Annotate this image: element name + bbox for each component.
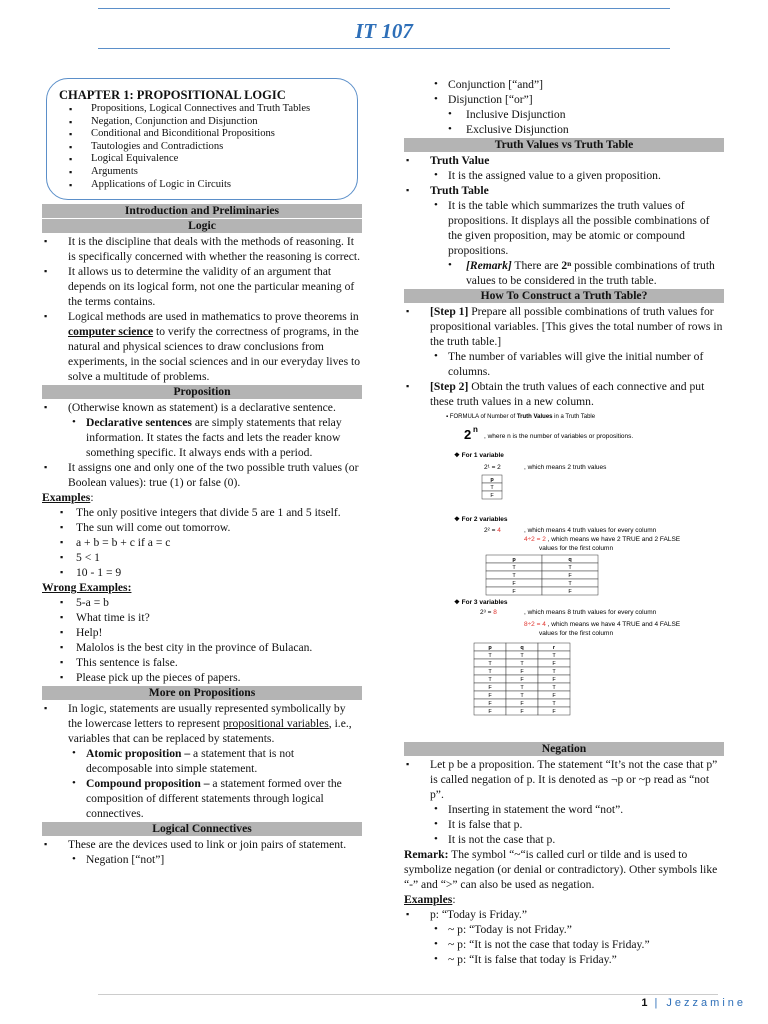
negation-examples-list	[404, 907, 724, 967]
chapter-box	[46, 78, 358, 200]
truth-table-value: T	[520, 685, 524, 691]
negation-remark-text: The symbol “~“is called curl or tilde and is used to symbolize negation (or denial or contradictory). Other symbols like “-” and “>” can also be used as negation.	[404, 848, 718, 891]
header-bottom-rule	[98, 48, 670, 49]
truth-table-header: p	[512, 557, 516, 563]
truth-table-value: F	[520, 669, 524, 675]
section-proposition-header: Proposition	[42, 385, 362, 399]
section-negation-header: Negation	[404, 742, 724, 756]
remark-text: There are	[511, 259, 562, 272]
computer-science-term: computer science	[68, 325, 154, 339]
negation-examples-label: Examples:	[404, 893, 456, 906]
truth-table-header: q	[520, 645, 524, 651]
chapter-topic: ▪ Negation, Conjunction and Disjunction	[65, 116, 347, 129]
truth-table-value: T	[488, 661, 492, 667]
truth-table-value: F	[520, 701, 524, 707]
truth-table-value: T	[520, 653, 524, 659]
truth-table-header: r	[552, 645, 556, 651]
wrong-example-item: ▪ Help!	[42, 625, 362, 640]
declarative-term: Declarative sentences	[86, 416, 192, 430]
truth-table-value: F	[488, 709, 492, 715]
formula-main-exponent: n	[473, 425, 478, 434]
truth-table-value: T	[552, 669, 556, 675]
truth-table-value: F	[552, 693, 556, 699]
section-construct-header: How To Construct a Truth Table?	[404, 289, 724, 303]
v3-note-1: , which means 8 truth values for every column	[524, 609, 657, 616]
v2-note-2: 4÷2 = 2 , which means we have 2 TRUE and 2 FALSE	[524, 536, 681, 543]
construct-list	[404, 304, 724, 409]
truth-table-value: T	[552, 685, 556, 691]
formula-main-note: , where n is the number of variables or propositions.	[484, 433, 634, 440]
v3-equation: 2³ = 8	[480, 609, 497, 616]
proposition-point: ▪ (Otherwise known as statement) is a declarative sentence.	[42, 400, 362, 415]
logic-point: ▪ It allows us to determine the validity of an argument that depends on its logical form, not one the particular meaning of the terms contains.	[42, 264, 362, 309]
step-1	[404, 304, 724, 349]
compound-text: a statement formed over the composition of different statements through logical connectives.	[86, 777, 342, 821]
truth-table-value: T	[568, 565, 572, 571]
declarative-text: are simply statements that relay information. It states the facts and lets the reader know something specific. It always ends with a period.	[86, 416, 342, 460]
wrong-examples-list	[42, 595, 362, 685]
step-2-text: Obtain the truth values of each connective and put these truth values in a new column.	[430, 380, 705, 408]
truth-value-term: Truth Value	[430, 154, 490, 167]
connective-item: • Conjunction [“and”]	[404, 77, 724, 92]
step-1-sub: • The number of variables will give the initial number of columns.	[404, 349, 724, 379]
negation-remark-label: Remark:	[404, 848, 449, 861]
negation-remark	[404, 847, 724, 892]
remark-label: [Remark]	[466, 259, 512, 272]
chapter-topic: ▪ Arguments	[65, 166, 347, 179]
v3-note-3: values for the first column	[539, 630, 614, 637]
examples-label-text: Examples	[42, 491, 91, 505]
disjunction-type: • Exclusive Disjunction	[404, 122, 724, 137]
wrong-example-item: ▪ Please pick up the pieces of papers.	[42, 670, 362, 685]
truth-table-value: F	[488, 701, 492, 707]
truth-table-value: F	[568, 573, 572, 579]
footer-separator: |	[648, 997, 667, 1009]
logic-text: to verify the correctness of programs, in the natural and physical sciences to draw conclusions from experiments, in the social sciences and in our everyday lives to solve a multitude of problems.	[68, 325, 361, 384]
right-column	[404, 77, 724, 967]
v1-note: , which means 2 truth values	[524, 464, 607, 471]
truth-table-value: F	[488, 685, 492, 691]
v3-title: ❖ For 3 variables	[454, 599, 508, 606]
truth-table-value: F	[512, 581, 516, 587]
step-2	[404, 379, 724, 409]
compound-label: Compound proposition –	[86, 777, 210, 791]
chapter-topic-list	[65, 103, 347, 191]
truth-table-header: q	[568, 557, 572, 563]
truth-table-1-variable	[482, 475, 502, 499]
formula-caption: ▪ FORMULA of Number of Truth Values in a Truth Table	[446, 414, 596, 420]
v1-title: ❖ For 1 variable	[454, 452, 504, 459]
negation-sub: • Inserting in statement the word “not”.	[404, 802, 724, 817]
truth-table-value: T	[512, 573, 516, 579]
negation-example: ▪ p: “Today is Friday.”	[404, 907, 724, 922]
v2-note-1: , which means 4 truth values for every column	[524, 527, 657, 534]
v3-note-2: 8÷2 = 4 , which means we have 4 TRUE and 4 FALSE	[524, 621, 681, 628]
truth-table-term: Truth Table	[430, 184, 489, 197]
more-propositions-list	[42, 701, 362, 821]
chapter-topic: ▪ Applications of Logic in Circuits	[65, 179, 347, 192]
page-title: IT 107	[355, 19, 413, 43]
negation-point: ▪ Let p be a proposition. The statement “It’s not the case that p” is called negation of p. It is denoted as ¬p or ~p read as “not p”.	[404, 757, 724, 802]
atomic-text: a statement that is not decomposable into simple statement.	[86, 747, 295, 776]
truth-table-header: p	[488, 645, 492, 651]
truth-table-value: T	[512, 565, 516, 571]
section-more-propositions-header: More on Propositions	[42, 686, 362, 700]
truth-table-value: T	[568, 581, 572, 587]
more-props-text: , i.e., variables that can be replaced by statements.	[68, 717, 352, 746]
header-top-rule	[98, 8, 670, 9]
truth-table-value: F	[512, 589, 516, 595]
chapter-topic: ▪ Logical Equivalence	[65, 153, 347, 166]
truth-table-value: F	[552, 661, 556, 667]
truth-table-value: T	[490, 485, 494, 491]
atomic-proposition-item	[42, 746, 362, 776]
truth-table-value: T	[552, 653, 556, 659]
example-item: ▪ 10 - 1 = 9	[42, 565, 362, 580]
chapter-topic: ▪ Tautologies and Contradictions	[65, 141, 347, 154]
step-2-label: [Step 2]	[430, 380, 469, 393]
page-footer	[641, 996, 746, 1011]
connectives-list	[42, 837, 362, 867]
disjunction-type: • Inclusive Disjunction	[404, 107, 724, 122]
logic-point	[42, 309, 362, 384]
truth-value-label	[404, 153, 724, 168]
negation-sub: • It is false that p.	[404, 817, 724, 832]
remark-text: possible combinations of truth values to be considered in the truth table.	[466, 259, 715, 287]
connectives-continued-list	[404, 77, 724, 137]
step-1-label: [Step 1]	[430, 305, 469, 318]
footer-rule	[98, 994, 718, 995]
example-item: ▪ The only positive integers that divide 5 are 1 and 5 itself.	[42, 505, 362, 520]
truth-table-value: T	[552, 701, 556, 707]
connective-item: • Disjunction [“or”]	[404, 92, 724, 107]
truth-table-3-variables	[474, 643, 570, 715]
section-intro-header: Introduction and Preliminaries	[42, 204, 362, 218]
truth-value-text: • It is the assigned value to a given proposition.	[404, 168, 724, 183]
chapter-heading: CHAPTER 1: PROPOSITIONAL LOGIC	[59, 88, 286, 102]
truth-table-value: F	[552, 677, 556, 683]
truth-list	[404, 153, 724, 288]
truth-table-value: F	[568, 589, 572, 595]
propositional-variables-term: propositional variables	[222, 717, 329, 731]
footer-author: Jezzamine	[666, 997, 746, 1009]
truth-remark	[404, 258, 724, 288]
truth-table-text: • It is the table which summarizes the truth values of propositions. It displays all the possible combinations of the given proposition, may be atomic or compound propositions.	[404, 198, 724, 258]
example-item: ▪ a + b = b + c if a = c	[42, 535, 362, 550]
negation-examples-label-text: Examples	[404, 893, 453, 906]
truth-table-header: p	[490, 477, 494, 483]
remark-formula: 2ⁿ	[561, 259, 572, 272]
formula-main: 2	[464, 427, 472, 442]
wrong-example-item: ▪ What time is it?	[42, 610, 362, 625]
example-item: ▪ The sun will come out tomorrow.	[42, 520, 362, 535]
step-1-text: Prepare all possible combinations of truth values for propositional variables. [This gives the total number of rows in the truth table.]	[430, 305, 723, 348]
truth-table-value: F	[520, 709, 524, 715]
logic-point: ▪ It is the discipline that deals with the methods of reasoning. It is specifically concerned with whether the reasoning is correct.	[42, 234, 362, 264]
logic-list	[42, 234, 362, 384]
v2-title: ❖ For 2 variables	[454, 516, 508, 523]
negation-sub: • It is not the case that p.	[404, 832, 724, 847]
atomic-label: Atomic proposition –	[86, 747, 191, 761]
wrong-example-item: ▪ This sentence is false.	[42, 655, 362, 670]
formula-figure	[424, 411, 724, 731]
truth-table-value: T	[488, 669, 492, 675]
negation-example-sub: • ~ p: “It is false that today is Friday.”	[404, 952, 724, 967]
examples-list	[42, 505, 362, 580]
proposition-subpoint	[42, 415, 362, 460]
page-number: 1	[641, 997, 649, 1009]
section-truth-values-header: Truth Values vs Truth Table	[404, 138, 724, 152]
negation-example-sub: • ~ p: “Today is not Friday.”	[404, 922, 724, 937]
logic-text: Logical methods are used in mathematics to prove theorems in	[68, 310, 359, 324]
compound-proposition-item	[42, 776, 362, 821]
examples-label: Examples:	[42, 491, 94, 505]
proposition-list	[42, 400, 362, 490]
example-item: ▪ 5 < 1	[42, 550, 362, 565]
negation-example-sub: • ~ p: “It is not the case that today is Friday.”	[404, 937, 724, 952]
truth-table-label	[404, 183, 724, 198]
v1-equation: 2¹ = 2	[484, 464, 501, 471]
truth-table-2-variables	[486, 555, 598, 595]
truth-table-value: F	[490, 493, 494, 499]
truth-table-value: T	[488, 653, 492, 659]
truth-table-value: F	[520, 677, 524, 683]
chapter-topic: ▪ Conditional and Biconditional Propositions	[65, 128, 347, 141]
connective-item: • Negation [“not”]	[42, 852, 362, 867]
truth-table-value: T	[488, 677, 492, 683]
negation-list	[404, 757, 724, 847]
chapter-topic: ▪ Propositions, Logical Connectives and Truth Tables	[65, 103, 347, 116]
section-logic-header: Logic	[42, 219, 362, 233]
truth-table-value: F	[488, 693, 492, 699]
proposition-point: ▪ It assigns one and only one of the two possible truth values (or Boolean values): true (1) or false (0).	[42, 460, 362, 490]
v2-note-3: values for the first column	[539, 545, 614, 552]
truth-table-value: T	[520, 661, 524, 667]
truth-table-value: F	[552, 709, 556, 715]
wrong-example-item: ▪ Malolos is the best city in the province of Bulacan.	[42, 640, 362, 655]
more-props-text: In logic, statements are usually represented symbolically by the lowercase letters to represent	[68, 702, 346, 731]
more-propositions-point	[42, 701, 362, 746]
truth-table-value: T	[520, 693, 524, 699]
v2-equation: 2² = 4	[484, 527, 501, 534]
connectives-point: ▪ These are the devices used to link or join pairs of statement.	[42, 837, 362, 852]
wrong-example-item: ▪ 5-a = b	[42, 595, 362, 610]
left-column	[42, 78, 362, 867]
wrong-examples-label: Wrong Examples:	[42, 581, 132, 595]
section-connectives-header: Logical Connectives	[42, 822, 362, 836]
